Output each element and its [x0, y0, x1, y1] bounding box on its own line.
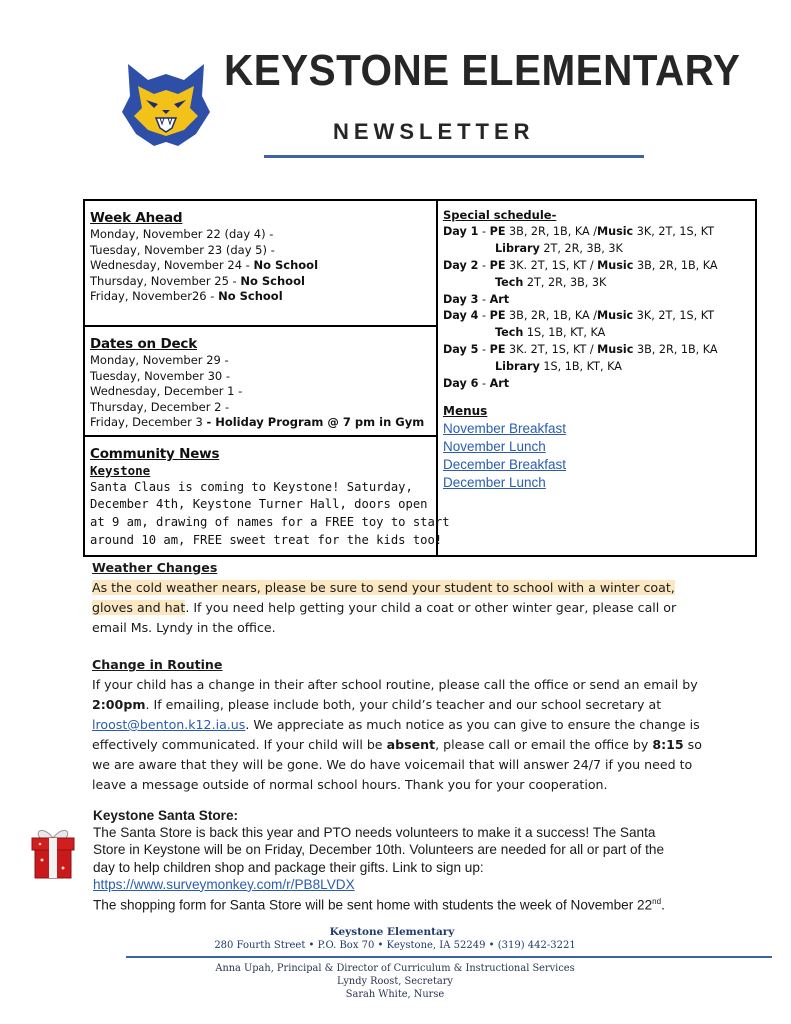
week-ahead-heading: Week Ahead: [90, 210, 183, 226]
week-ahead-line: Wednesday, November 24 - No School: [90, 258, 319, 273]
menus-heading: Menus: [443, 403, 488, 418]
menu-link-november-breakfast[interactable]: November Breakfast: [443, 420, 567, 436]
schedule-day-5-library: Library 1S, 1B, KT, KA: [495, 360, 622, 374]
routine-line: we are aware that they will be gone. We do have voicemail that will answer 24/7 if you need to: [92, 757, 693, 772]
dates-on-deck-section: [90, 335, 424, 431]
routine-line: leave a message outside of normal school hours. Thank you for your cooperation.: [92, 777, 608, 792]
week-ahead-line: Monday, November 22 (day 4) -: [90, 227, 274, 241]
wildcat-mascot-icon: [118, 56, 214, 148]
special-schedule-section: [443, 207, 753, 492]
gift-box-icon: [28, 824, 78, 880]
santa-store-line: day to help children shop and package their gifts. Link to sign up:: [93, 859, 484, 875]
weather-heading: Weather Changes: [92, 560, 218, 575]
routine-line: 2:00pm. If emailing, please include both, your child’s teacher and our school secretary at: [92, 697, 662, 712]
schedule-day-6: Day 6 - Art: [443, 377, 510, 391]
dates-line: Thursday, December 2 -: [90, 399, 230, 414]
week-ahead-section: [90, 209, 318, 305]
community-news-line: around 10 am, FREE sweet treat for the kids too!: [90, 532, 443, 547]
dates-line: Friday, December 3 - Holiday Program @ 7 pm in Gym: [90, 415, 425, 430]
routine-heading: Change in Routine: [92, 657, 223, 672]
footer-divider: [126, 956, 772, 958]
community-news-section: [90, 445, 450, 549]
special-schedule-heading: Special schedule-: [443, 208, 557, 222]
schedule-day-3: Day 3 - Art: [443, 292, 510, 306]
schedule-day-4: Day 4 - PE 3B, 2R, 1B, KA /Music 3K, 2T, 1S, KT: [443, 309, 715, 323]
dates-line: Wednesday, December 1 -: [90, 384, 243, 399]
signup-link[interactable]: https://www.surveymonkey.com/r/PB8LVDX: [93, 876, 355, 892]
weather-line: As the cold weather nears, please be sure to send your student to school with a winter coat,: [92, 580, 675, 595]
table-divider: [83, 435, 437, 437]
schedule-day-5: Day 5 - PE 3K. 2T, 1S, KT / Music 3B, 2R, 1B, KA: [443, 343, 718, 357]
footer-school-name: Keystone Elementary: [329, 926, 455, 938]
weather-section: [92, 558, 676, 638]
title-divider: [264, 155, 644, 158]
routine-line: effectively communicated. If your child will be absent, please call or email the office by 8:15 so: [92, 737, 702, 752]
newsletter-subtitle: NEWSLETTER: [333, 119, 535, 144]
weather-line: gloves and hat. If you need help getting your child a coat or other winter gear, please call or: [92, 600, 677, 615]
secretary-email-link[interactable]: lroost@benton.k12.ia.us: [92, 717, 246, 732]
routine-line: lroost@benton.k12.ia.us. We appreciate as much notice as you can give to ensure the change is: [92, 717, 700, 732]
schedule-day-1-library: Library 2T, 2R, 3B, 3K: [495, 241, 623, 255]
community-news-subheading: Keystone: [90, 463, 151, 478]
dates-line: Monday, November 29 -: [90, 353, 229, 367]
week-ahead-line: Friday, November26 - No School: [90, 289, 283, 304]
table-divider: [83, 325, 437, 327]
schedule-day-2-tech: Tech 2T, 2R, 3B, 3K: [495, 275, 607, 289]
routine-section: [92, 655, 702, 795]
community-news-line: Santa Claus is coming to Keystone! Saturday,: [90, 479, 413, 494]
footer-address: 280 Fourth Street • P.O. Box 70 • Keystone, IA 52249 • (319) 442-3221: [214, 940, 576, 951]
footer-staff-line: Lyndy Roost, Secretary: [337, 976, 453, 987]
dates-line: Tuesday, November 30 -: [90, 368, 231, 383]
dates-on-deck-heading: Dates on Deck: [90, 336, 197, 352]
menu-link-november-lunch[interactable]: November Lunch: [443, 438, 546, 454]
week-ahead-line: Thursday, November 25 - No School: [90, 273, 305, 288]
santa-store-line: The shopping form for Santa Store will be sent home with students the week of November 22nd.: [93, 897, 665, 913]
menu-link-december-breakfast[interactable]: December Breakfast: [443, 456, 567, 472]
community-news-line: at 9 am, drawing of names for a FREE toy to start: [90, 515, 450, 529]
schedule-day-1: Day 1 - PE 3B, 2R, 1B, KA /Music 3K, 2T, 1S, KT: [443, 224, 715, 238]
santa-store-line: The Santa Store is back this year and PTO needs volunteers to make it a success! The Santa: [93, 825, 656, 841]
community-news-line: December 4th, Keystone Turner Hall, doors open: [90, 497, 428, 512]
santa-store-section: [93, 807, 665, 914]
routine-line: If your child has a change in their after school routine, please call the office or send an email by: [92, 677, 698, 692]
community-news-heading: Community News: [90, 446, 220, 462]
santa-store-heading: Keystone Santa Store:: [93, 808, 239, 823]
weather-line: email Ms. Lyndy in the office.: [92, 620, 276, 635]
footer-staff: [215, 962, 574, 1001]
schedule-day-2: Day 2 - PE 3K. 2T, 1S, KT / Music 3B, 2R, 1B, KA: [443, 258, 718, 272]
week-ahead-line: Tuesday, November 23 (day 5) -: [90, 242, 275, 257]
schedule-day-4-tech: Tech 1S, 1B, KT, KA: [495, 326, 606, 340]
menu-link-december-lunch[interactable]: December Lunch: [443, 474, 546, 490]
newsletter-title: KEYSTONE ELEMENTARY: [224, 46, 741, 95]
footer-staff-line: Anna Upah, Principal & Director of Curriculum & Instructional Services: [215, 963, 575, 974]
santa-store-line: Store in Keystone will be on Friday, December 10th. Volunteers are needed for all or part of the: [93, 842, 665, 858]
footer-staff-line: Sarah White, Nurse: [345, 989, 445, 1000]
